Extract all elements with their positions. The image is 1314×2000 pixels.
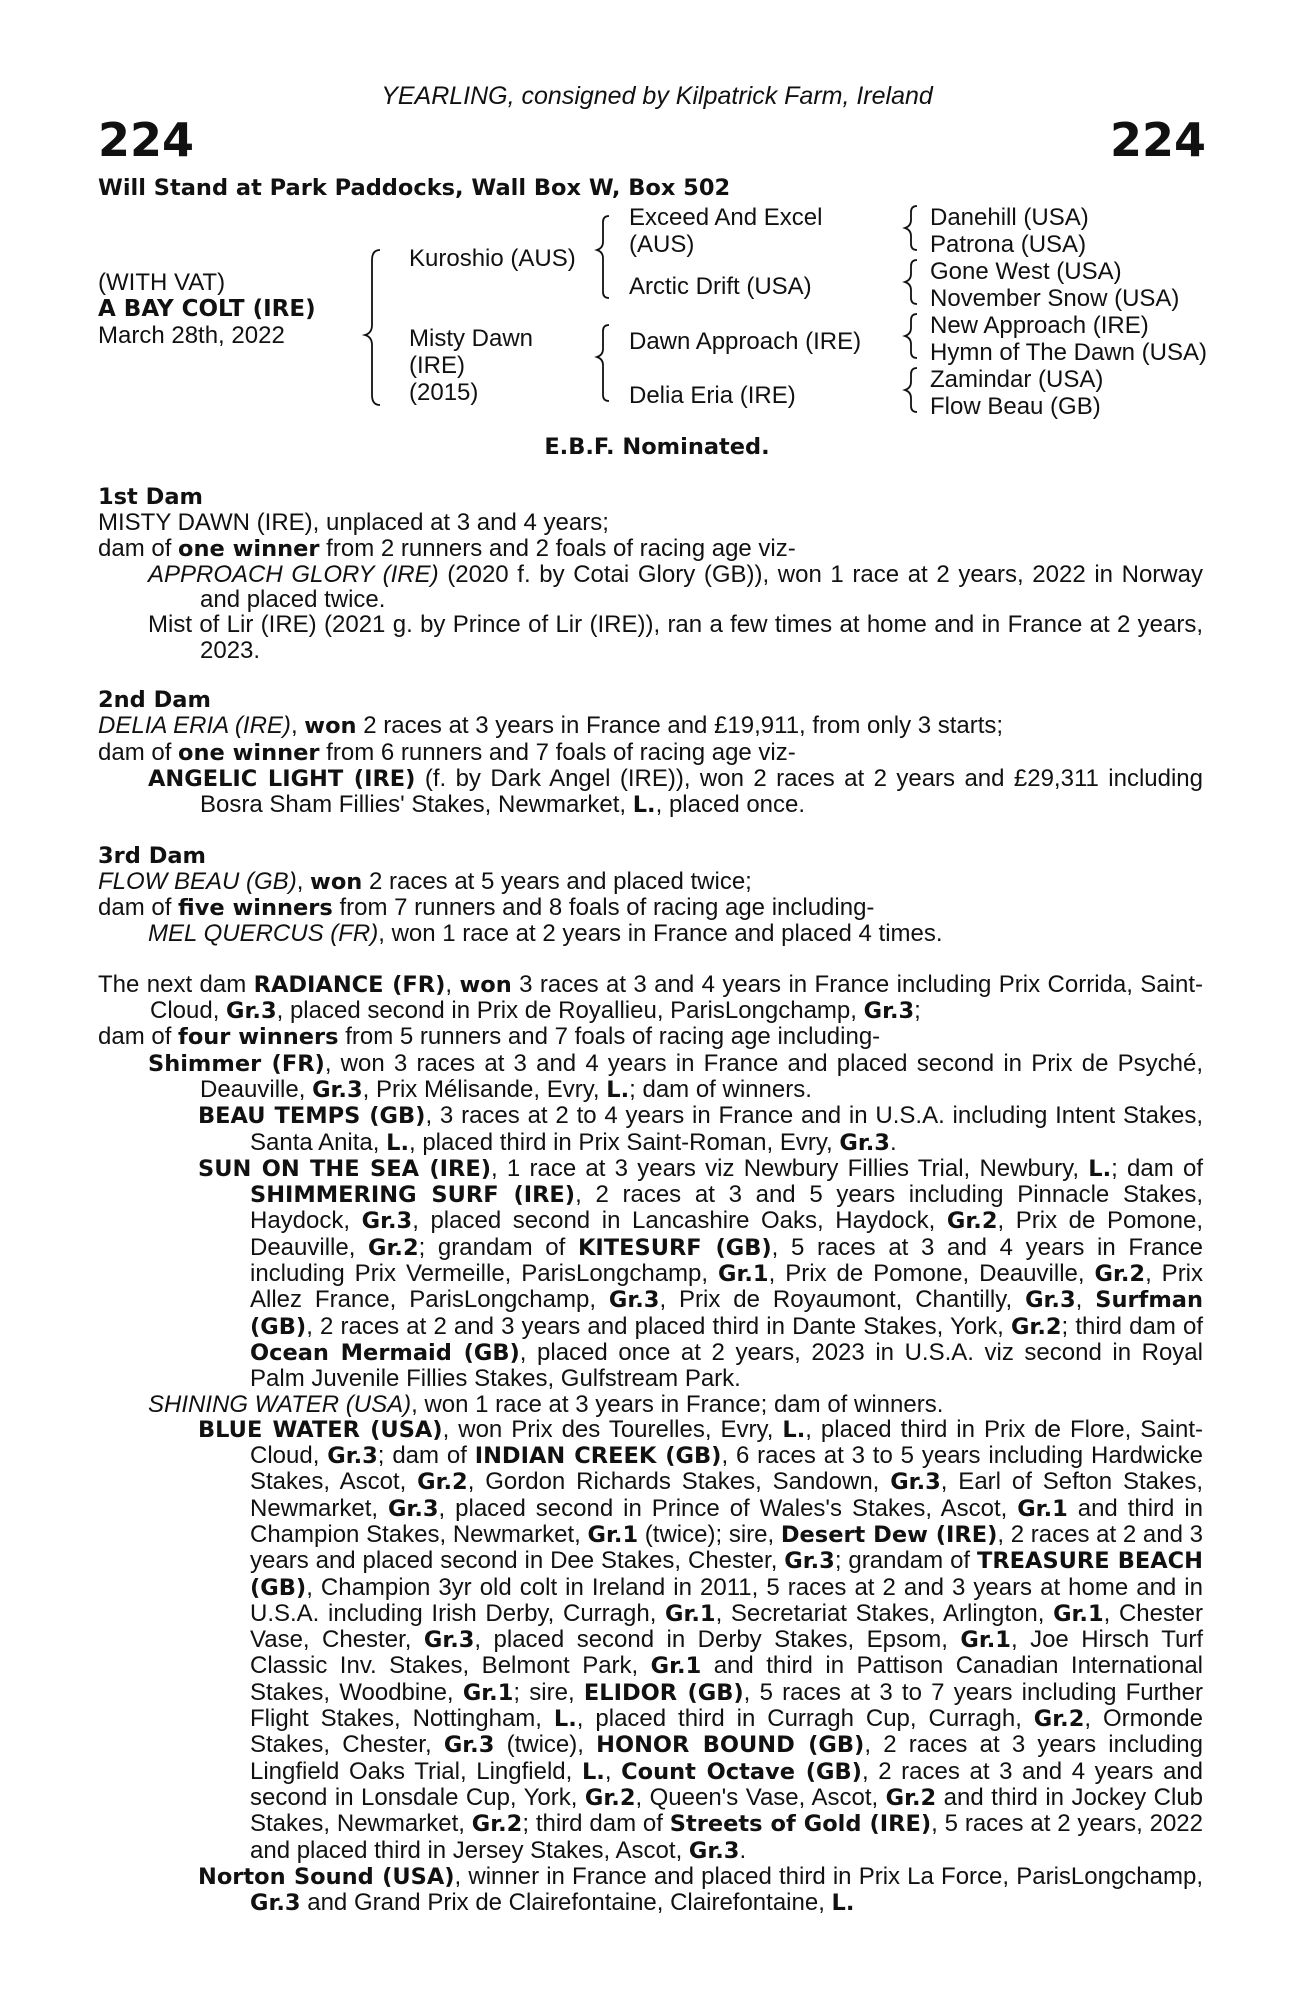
brace-dam xyxy=(597,325,609,401)
dam1-produce-line: dam of one winner from 2 runners and 2 foals of racing age viz- xyxy=(98,534,796,562)
stand-location: Will Stand at Park Paddocks, Wall Box W, Box 502 xyxy=(98,175,731,201)
dam1-summary: MISTY DAWN (IRE), unplaced at 3 and 4 years; xyxy=(98,509,609,537)
heading-1st-dam: 1st Dam xyxy=(98,484,203,510)
produce-blue-water: BLUE WATER (USA), won Prix des Tourelles, Evry, L., placed third in Prix de Flore, Saint-Cloud, Gr.3; dam of INDIAN CREEK (GB), 6 races at 3 to 5 years including Hardwicke Stakes, Ascot, Gr.2, Gordon Richards Stakes, Sandown, Gr.3, Earl of Sefton Stakes, Newmarket, Gr.3, placed second in Prince of Wales's Stakes, Ascot, Gr.1 and third in Champion Stakes, Newmarket, Gr.1 (twice); sire, Desert Dew (IRE), 2 races at 2 and 3 years and placed second in Dee Stakes, Chester, Gr.3; grandam of TREASURE BEACH (GB), Champion 3yr old colt in Ireland in 2011, 5 races at 2 and 3 years at home and in U.S.A. including Irish Derby, Curragh, Gr.1, Secretariat Stakes, Arlington, Gr.1, Chester Vase, Chester, Gr.3, placed second in Derby Stakes, Epsom, Gr.1, Joe Hirsch Turf Classic Inv. Stakes, Belmont Park, Gr.1 and third in Pattison Canadian International Stakes, Woodbine, Gr.1; sire, ELIDOR (GB), 5 races at 3 to 7 years including Further Flight Stakes, Nottingham, L., placed third in Curragh Cup, Curragh, Gr.2, Ormonde Stakes, Chester, Gr.3 (twice), HONOR BOUND (GB), 2 races at 3 years including Lingfield Oaks Trial, Lingfield, L., Count Octave (GB), 2 races at 3 and 4 years and second in Lonsdale Cup, York, Gr.2, Queen's Vase, Ascot, Gr.2 and third in Jockey Club Stakes, Newmarket, Gr.2; third dam of Streets of Gold (IRE), 5 races at 2 years, 2022 and placed third in Jersey Stakes, Ascot, Gr.3. xyxy=(198,1415,1204,1864)
pedigree-dam-sire: Dawn Approach (IRE) xyxy=(629,328,862,355)
pedigree-g3-7: Zamindar (USA) xyxy=(930,366,1104,393)
produce-norton-sound: Norton Sound (USA), winner in France and placed third in Prix La Force, ParisLongchamp, Gr.3 and Grand Prix de Clairefontaine, Clairefontaine, L. xyxy=(198,1862,1203,1917)
heading-2nd-dam: 2nd Dam xyxy=(98,687,211,714)
pedigree-sire-sire-line-2: (AUS) xyxy=(629,231,695,258)
pedigree-sire-sire-line-1: Exceed And Excel xyxy=(629,204,823,231)
foaling-date: March 28th, 2022 xyxy=(98,322,285,349)
lot-number-left: 224 xyxy=(98,113,195,167)
pedigree-g3-8: Flow Beau (GB) xyxy=(930,393,1101,420)
dam2-produce-1: ANGELIC LIGHT (IRE) (f. by Dark Angel (IRE)), won 2 races at 2 years and £29,311 including Bosra Sham Fillies' Stakes, Newmarket, L., placed once. xyxy=(148,764,1203,819)
produce-shimmer: Shimmer (FR), won 3 races at 3 and 4 years in France and placed second in Prix de Psyché, Deauville, Gr.3, Prix Mélisande, Evry, L.; dam of winners. xyxy=(148,1049,1203,1103)
dam1-produce-1: APPROACH GLORY (IRE) (2020 f. by Cotai Glory (GB)), won 1 race at 2 years, 2022 in Norway and placed twice. xyxy=(148,560,1203,614)
pedigree-dam-line-1: Misty Dawn xyxy=(409,325,534,352)
brace-g3-3 xyxy=(905,314,917,358)
pedigree-g3-2: Patrona (USA) xyxy=(930,231,1087,258)
dam3-produce-1: MEL QUERCUS (FR), won 1 race at 2 years in France and placed 4 times. xyxy=(148,920,943,948)
pedigree-sire-dam: Arctic Drift (USA) xyxy=(629,273,812,300)
dam1-produce-2: Mist of Lir (IRE) (2021 g. by Prince of Lir (IRE)), ran a few times at home and in France at 2 years, 2023. xyxy=(148,611,1203,664)
pedigree-g3-1: Danehill (USA) xyxy=(930,204,1089,231)
next-dam-produce-line: dam of four winners from 5 runners and 7 foals of racing age including- xyxy=(98,1023,881,1051)
produce-shining-water: SHINING WATER (USA), won 1 race at 3 years in France; dam of winners. xyxy=(148,1390,944,1418)
pedigree-g3-6: Hymn of The Dawn (USA) xyxy=(930,339,1207,366)
dam3-produce-line: dam of five winners from 7 runners and 8 foals of racing age including- xyxy=(98,894,875,922)
dam2-produce-line: dam of one winner from 6 runners and 7 foals of racing age viz- xyxy=(98,738,796,766)
catalogue-body xyxy=(98,485,1203,1916)
pedigree-dam-line-2: (IRE) xyxy=(409,352,465,379)
brace-g3-2 xyxy=(905,260,917,304)
pedigree-dam-dam: Delia Eria (IRE) xyxy=(629,382,796,409)
next-dam-summary: The next dam RADIANCE (FR), won 3 races at 3 and 4 years in France including Prix Corrida, Saint-Cloud, Gr.3, placed second in Prix de Royallieu, ParisLongchamp, Gr.3; xyxy=(98,970,1203,1025)
brace-g3-1 xyxy=(905,206,917,250)
pedigree-dam-line-3: (2015) xyxy=(409,379,479,406)
pedigree-g3-3: Gone West (USA) xyxy=(930,258,1122,285)
lot-name: A BAY COLT (IRE) xyxy=(98,296,316,322)
pedigree-g3-4: November Snow (USA) xyxy=(930,285,1180,312)
lot-number-right: 224 xyxy=(1109,113,1206,167)
produce-sun-on-the-sea: SUN ON THE SEA (IRE), 1 race at 3 years viz Newbury Fillies Trial, Newbury, L.; dam of SHIMMERING SURF (IRE), 2 races at 3 and 5 years including Pinnacle Stakes, Haydock, Gr.3, placed second in Lancashire Oaks, Haydock, Gr.2, Prix de Pomone, Deauville, Gr.2; grandam of KITESURF (GB), 5 races at 3 and 4 years in France including Prix Vermeille, ParisLongchamp, Gr.1, Prix de Pomone, Deauville, Gr.2, Prix Allez France, ParisLongchamp, Gr.3, Prix de Royaumont, Chantilly, Gr.3, Surfman (GB), 2 races at 2 and 3 years and placed third in Dante Stakes, York, Gr.2; third dam of Ocean Mermaid (GB), placed once at 2 years, 2023 in U.S.A. viz second in Royal Palm Juvenile Fillies Stakes, Gulfstream Park. xyxy=(198,1154,1204,1393)
pedigree-g3-5: New Approach (IRE) xyxy=(930,312,1149,339)
ebf-nominated: E.B.F. Nominated. xyxy=(544,434,770,460)
consignor-line: YEARLING, consigned by Kilpatrick Farm, Ireland xyxy=(381,82,933,110)
brace-sire xyxy=(597,216,609,298)
dam3-summary: FLOW BEAU (GB), won 2 races at 5 years and placed twice; xyxy=(98,867,752,895)
brace-g3-4 xyxy=(905,368,917,412)
vat-note: (WITH VAT) xyxy=(98,269,226,296)
brace-first-gen xyxy=(365,250,380,405)
pedigree-sire: Kuroshio (AUS) xyxy=(409,245,576,272)
heading-3rd-dam: 3rd Dam xyxy=(98,842,206,869)
produce-beau-temps: BEAU TEMPS (GB), 3 races at 2 to 4 years in France and in U.S.A. including Intent Stakes, Santa Anita, L., placed third in Prix Saint-Roman, Evry, Gr.3. xyxy=(198,1102,1203,1156)
dam2-summary: DELIA ERIA (IRE), won 2 races at 3 years in France and £19,911, from only 3 starts; xyxy=(98,712,1004,740)
